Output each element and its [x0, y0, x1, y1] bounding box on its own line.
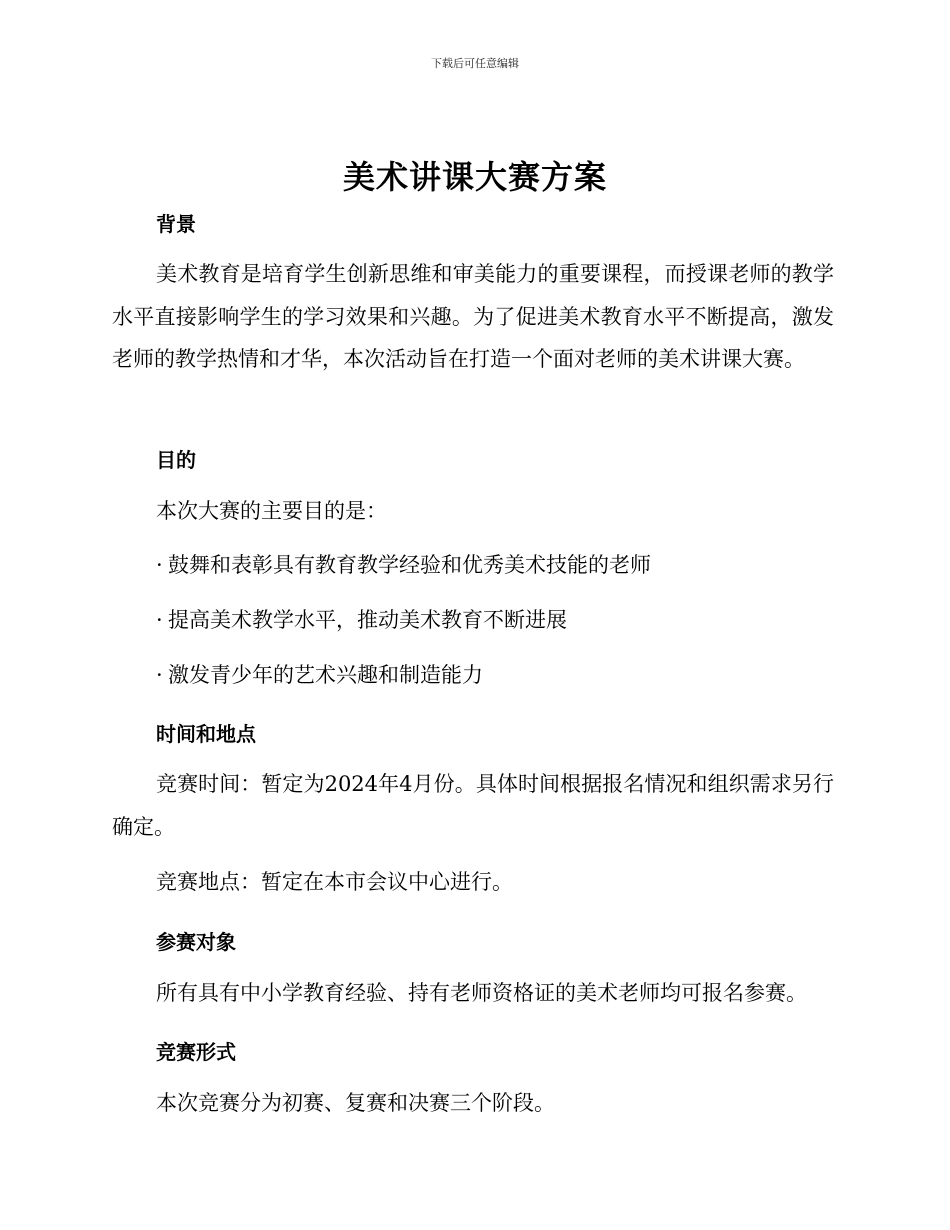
section-heading-background: 背景 [156, 212, 196, 236]
section-heading-participants: 参赛对象 [156, 930, 236, 954]
bullet-dot-icon: · [156, 663, 163, 687]
bullet-text: 激发青少年的艺术兴趣和制造能力 [168, 663, 483, 687]
section-heading-format: 竞赛形式 [156, 1040, 236, 1064]
bullet-text: 鼓舞和表彰具有教育教学经验和优秀美术技能的老师 [168, 553, 651, 577]
time-paragraph: 竞赛时间：暂定为2024年4月份。具体时间根据报名情况和组织需求另行确定。 [112, 772, 834, 839]
bullet-dot-icon: · [156, 608, 163, 632]
goal-intro: 本次大赛的主要目的是： [156, 499, 387, 523]
background-paragraph: 美术教育是培育学生创新思维和审美能力的重要课程，而授课老师的教学水平直接影响学生的学习效果和兴趣。为了促进美术教育水平不断提高，激发老师的教学热情和才华，本次活动旨在打造一个面对老师的美术讲课大赛。 [112, 262, 834, 371]
section-heading-time-place: 时间和地点 [156, 722, 256, 746]
goal-bullet-2 [156, 606, 567, 634]
bullet-dot-icon: · [156, 553, 163, 577]
place-paragraph: 竞赛地点：暂定在本市会议中心进行。 [156, 870, 513, 894]
goal-bullet-1 [156, 551, 651, 579]
participants-paragraph: 所有具有中小学教育经验、持有老师资格证的美术老师均可报名参赛。 [156, 981, 807, 1005]
format-paragraph: 本次竞赛分为初赛、复赛和决赛三个阶段。 [156, 1091, 555, 1115]
goal-bullet-3 [156, 661, 483, 689]
header-note: 下载后可任意编辑 [431, 57, 519, 70]
bullet-text: 提高美术教学水平，推动美术教育不断进展 [168, 608, 567, 632]
section-heading-goal: 目的 [156, 448, 196, 472]
document-title: 美术讲课大赛方案 [342, 158, 607, 196]
